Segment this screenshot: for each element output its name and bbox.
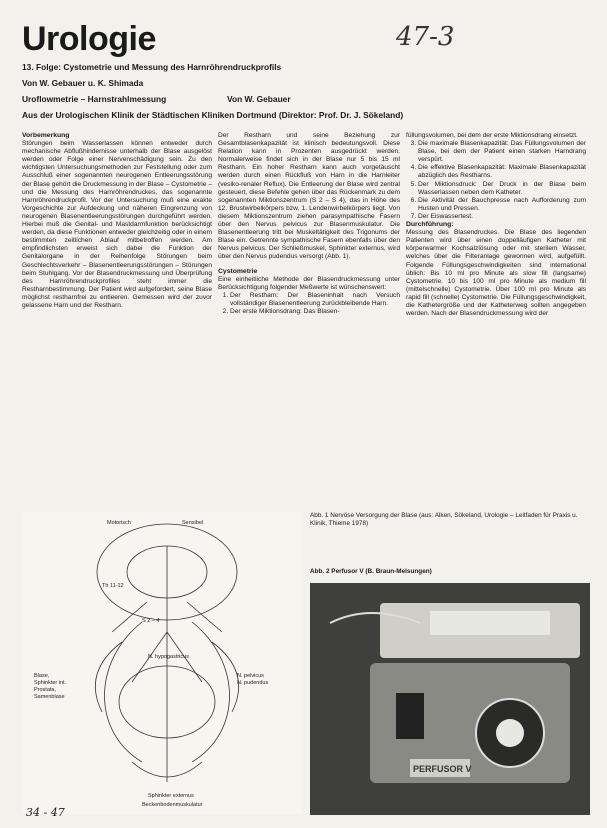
perfusor-photo: [310, 583, 590, 815]
list-item: 3. Die maximale Blasenkapazität: Das Füllungsvolumen der Blase, bei dem der Patient einen starken Harndrang verspürt.: [418, 140, 586, 164]
subtitle-author: Von W. Gebauer: [227, 94, 291, 104]
column-2: [218, 132, 400, 316]
diagram-label-left2: Sphinkter int.: [34, 680, 67, 686]
list-item: 7. Der Eiswassertest.: [418, 213, 586, 221]
figure-1-caption: Abb. 1 Nervöse Versorgung der Blase (aus: Alken, Sökeland, Urologie – Leitfaden für Praxis u. Klinik, Thieme 1978): [310, 512, 578, 527]
list-item: 6. Die Aktivität der Bauchpresse nach Aufforderung zum Husten und Pressen.: [418, 197, 586, 213]
subtitle: Uroflowmetrie – Harnstrahlmessung: [22, 94, 167, 104]
column-3-text-1: füllungsvolumen, bei dem der erste Miktionsdrang einsetzt.: [406, 132, 578, 139]
diagram-label-top-left: Motorisch: [107, 520, 131, 526]
device-brand-label: PERFUSOR V: [413, 764, 472, 774]
page-number: 34 - 47: [26, 806, 65, 819]
series-title: 13. Folge: Cystometrie und Messung des Harnröhrendruckprofils: [22, 62, 282, 72]
nerve-supply-diagram: [22, 512, 302, 814]
list-item: 4. Die effektive Blasenkapazität: Maximale Blasenkapazität abzüglich des Restharns.: [418, 164, 586, 180]
diagram-label-right2: N. pudendus: [237, 680, 269, 686]
diagram-label-sub: Beckenbodenmuskulatur: [142, 802, 203, 808]
measurement-list-2: [406, 140, 586, 221]
section-heading-durchfuehrung: Durchführung:: [406, 221, 454, 229]
authors: Von W. Gebauer u. K. Shimada: [22, 78, 144, 88]
section-heading-cystometrie: Cystometrie: [218, 267, 258, 275]
diagram-label-mid: N. hypogastricus: [148, 654, 189, 660]
column-2-text-1: Der Restharn und seine Beziehung zur Gesamtblasenkapazität ist klinisch bedeutungsvoll. Diese Relation kann in Prozenten ausgedrückt werden. Normalerweise findet sich in der Blase nur 5 bis 15 ml Restharn. Ein hoher Restharn kann auch vorgetäuscht werden durch einen Rückfluß von Harn in die Harnleiter (vesiko-renaler Reflux). Die Entleerung der Blase wird zentral gesteuert, diese Befehle gehen über das Rückenmark zu dem sogenannten Miktionszentrum (S 2 – S 4), das in Höhe des 12. Brustwirbelkörpers bzw. 1. Lendenwirbelkörpers liegt. Von diesem Miktionszentrum ziehen parasympathische Fasern über den Nervus pelvicus zur Blasenmuskulatur. Die Blasenentleerung tritt bei Muskeltätigkeit des Trigonums der Blase ein. Getrennte sympathische Fasern ebenfalls über den Nervus pelvicus. Der Schließmuskel, Sphinkter externus, wird über den Nervus pudendus versorgt (Abb. 1).: [218, 132, 400, 261]
measurement-list-1: [218, 292, 400, 316]
diagram-label-left1: Blase,: [34, 673, 50, 679]
institution: Aus der Urologischen Klinik der Städtischen Kliniken Dortmund (Direktor: Prof. Dr. J. Sökeland): [22, 110, 404, 120]
column-1: [22, 132, 212, 310]
list-item: 5. Der Miktionsdruck: Der Druck in der Blase beim Wasserlassen neben dem Katheter.: [418, 181, 586, 197]
list-item: 1. Der Restharn: Der Blaseninhalt nach Versuch vollständiger Blasenentleerung zurückbleibende Harn.: [230, 292, 400, 308]
column-3: [406, 132, 586, 318]
diagram-label-left4: Samenblase: [34, 694, 65, 700]
diagram-label-s: S 2 – 4: [142, 618, 160, 624]
page-title: Urologie: [22, 20, 156, 58]
diagram-label-left3: Prostata,: [34, 687, 57, 693]
diagram-label-right1: N. pelvicus: [237, 673, 264, 679]
diagram-label-top-right: Sensibel: [182, 520, 204, 526]
section-heading-vorbemerkung: Vorbemerkung: [22, 132, 70, 139]
diagram-label-th: Th 11-12: [102, 583, 124, 589]
column-2-text-2: Eine einheitliche Methode der Blasendruckmessung unter Berücksichtigung folgender Meßwerte ist wünschenswert:: [218, 275, 400, 291]
diagram-label-bottom: Sphinkter externus: [148, 793, 194, 799]
figure-2-caption: Abb. 2 Perfusor V (B. Braun-Melsungen): [310, 568, 432, 575]
handwritten-note: 47-3: [396, 22, 455, 52]
column-1-text: Störungen beim Wasserlassen können entweder durch mechanische Abflußhindernisse unterhalb der Blase ausgelöst werden oder Folge einer Nervenschädigung sein. Zu den wichtigsten Untersuchungsmethoden zur Feststellung oder zum Ausschluß einer sogenannten neurogenen Entleerungsstörung der Blase gehört die Druckmessung in der Blase – Cystometrie – und die Messung des Harnröhrendruckes, das sogenannte Harnröhrendruckprofil. Vor der Untersuchung muß eine exakte Vorgeschichte zur Aufdeckung und näheren Eingrenzung von neurogenen Blasenentleerungsstörungen durchgeführt werden. Hierbei muß die Genital- und Mastdarmfunktion berücksichtigt werden, da diese Funktionen entweder gleichzeitig oder in einem bestimmten zeitlichen Ablauf mitbetroffen werden. Am empfindlichsten erweist sich dabei die Funktion der Genitalorgane in der Reihenfolge Störungen beim Geschlechtsverkehr – Blasenentleerungsstörungen – Störungen beim Stuhlgang. Vor der Blasendruckmessung und Überprüfung des Harnröhrendruckprofiles steht immer die Restharnbestimmung. Der Patient wird aufgefordert, seine Blase möglichst restharnfrei zu entleeren. Gemessen wird der zuvor gelassene Harn und der Restharn.: [22, 140, 212, 309]
list-item: 2. Der erste Miktionsdrang: Das Blasen-: [230, 308, 400, 316]
column-3-text-2: Messung des Blasendruckes. Die Blase des liegenden Patienten wird über einen doppelläufigen Katheter mit körperwarmer Kochsalzlösung oder mit sterilem Wasser, welches über die Filteranlage gewonnen wird, aufgefüllt. Folgende Füllungsgeschwindigkeiten sind international üblich: Bis 10 ml pro Minute als slow fill (langsame) Cystometrie. 10 bis 100 ml pro Minute als medium fill (mittelschnelle) Cystometrie. Über 100 ml pro Minute als rapid fill (schnelle) Cystometrie. Die Füllungsgeschwindigkeit, die Kathetergröße und der Katheterweg sollten angegeben werden. Nach der Blasendruckmessung wird der: [406, 229, 586, 318]
